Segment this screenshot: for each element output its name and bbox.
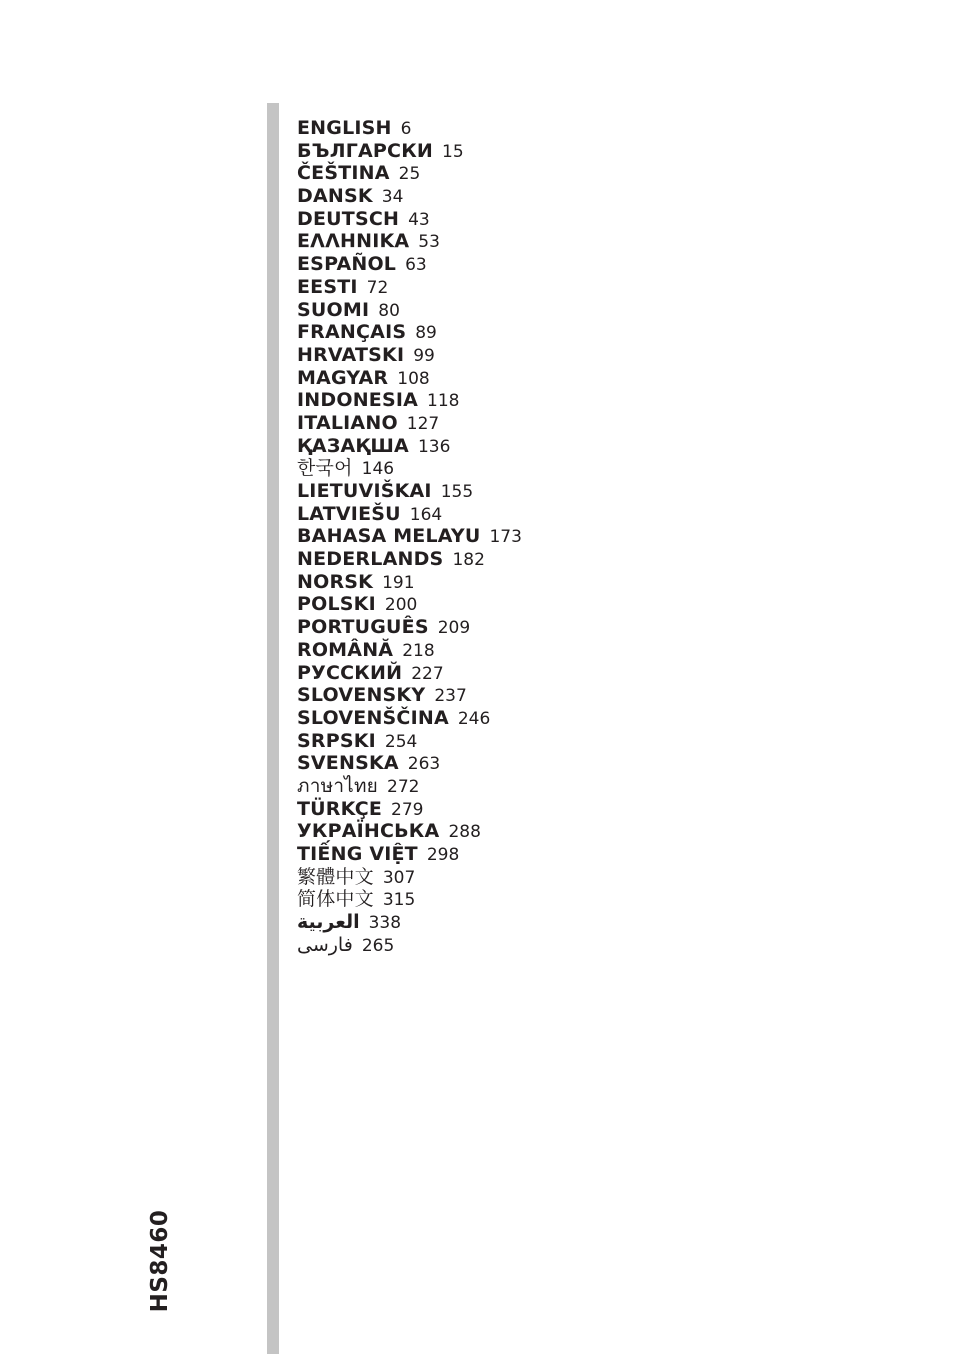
toc-language: SLOVENŠČINA (297, 706, 449, 729)
toc-entry (297, 480, 522, 503)
model-number: HS8460 (147, 1209, 173, 1313)
toc-entry (297, 730, 522, 753)
toc-page-number: 265 (361, 935, 395, 956)
toc-language: ΕΛΛΗΝΙΚΑ (297, 230, 410, 253)
toc-entry (297, 798, 522, 821)
toc-page-number: 43 (408, 209, 430, 230)
toc-entry (297, 752, 522, 775)
toc-language: DEUTSCH (297, 207, 400, 230)
toc-language: ภาษาไทย (297, 774, 378, 797)
toc-language: LATVIEŠU (297, 502, 401, 525)
toc-language: PORTUGUÊS (297, 616, 429, 639)
toc-language: ROMÂNĂ (297, 638, 394, 661)
spine-bar (267, 103, 279, 1354)
toc-entry (297, 140, 522, 163)
toc-entry (297, 276, 522, 299)
toc-page-number: 254 (384, 731, 418, 752)
toc-language: ESPAÑOL (297, 253, 397, 276)
toc-page-number: 80 (378, 300, 400, 321)
toc-language: NEDERLANDS (297, 548, 444, 571)
toc-entry (297, 684, 522, 707)
toc-language: العربية (297, 911, 360, 934)
toc-entry (297, 230, 522, 253)
toc-language: HRVATSKI (297, 343, 405, 366)
toc-language: 한국어 (297, 457, 353, 480)
toc-page-number: 279 (391, 799, 424, 820)
toc-language: БЪЛГАРСКИ (297, 139, 434, 162)
toc-page-number: 191 (382, 572, 415, 593)
toc-language: INDONESIA (297, 389, 419, 412)
toc-entry (297, 616, 522, 639)
toc-page-number: 6 (400, 119, 412, 139)
toc-page-number: 99 (413, 345, 435, 366)
toc-entry (297, 525, 522, 548)
toc-page-number: 263 (407, 754, 441, 775)
toc-page-number: 108 (397, 368, 430, 389)
toc-language: УКРАЇНСЬКА (297, 820, 440, 843)
toc-language: ENGLISH (297, 117, 392, 139)
toc-page-number: 53 (418, 232, 440, 253)
toc-page-number: 89 (415, 323, 437, 344)
toc-entry (297, 707, 522, 730)
toc-page-number: 173 (489, 527, 522, 548)
toc-language: LIETUVIŠKAI (297, 480, 432, 502)
toc-language: ČEŠTINA (297, 162, 390, 185)
toc-entry (297, 662, 522, 685)
toc-language: NORSK (297, 570, 374, 593)
toc-page-number: 218 (402, 640, 435, 661)
toc-entry (297, 593, 522, 616)
toc-language: ҚАЗАҚША (297, 434, 409, 457)
toc-page-number: 155 (440, 482, 474, 502)
toc-language: DANSK (297, 185, 373, 208)
toc-entry (297, 639, 522, 662)
toc-page-number: 164 (409, 504, 443, 525)
toc-language: FRANÇAIS (297, 321, 407, 344)
toc-page-number: 182 (452, 550, 485, 571)
toc-page-number: 338 (368, 913, 402, 934)
toc-page-number: 307 (382, 867, 416, 888)
toc-language: BAHASA MELAYU (297, 525, 481, 548)
toc-entry (297, 253, 522, 276)
toc-page-number: 15 (442, 141, 464, 162)
toc-page-number: 63 (405, 255, 427, 276)
toc-page-number: 315 (382, 890, 416, 911)
toc-page-number: 288 (448, 822, 481, 843)
toc-entry (297, 435, 522, 458)
toc-page-number: 127 (406, 413, 440, 434)
toc-language: EESTI (297, 275, 358, 298)
toc-language: SRPSKI (297, 729, 376, 752)
toc-language: فارسی (297, 933, 353, 956)
toc-page-number: 246 (457, 708, 491, 729)
toc-entry (297, 571, 522, 594)
toc-page-number: 200 (384, 595, 418, 616)
toc-page-number: 72 (366, 277, 389, 298)
toc-entry (297, 548, 522, 571)
toc-language: MAGYAR (297, 366, 389, 389)
toc-page-number: 272 (387, 776, 420, 797)
toc-language: 简体中文 (297, 888, 374, 911)
toc-entry (297, 934, 522, 957)
language-index (297, 117, 522, 956)
toc-page-number: 209 (437, 618, 471, 639)
toc-entry (297, 503, 522, 526)
toc-entry (297, 162, 522, 185)
toc-page-number: 227 (411, 663, 444, 684)
toc-entry (297, 775, 522, 798)
toc-entry (297, 299, 522, 322)
toc-entry (297, 820, 522, 843)
toc-entry (297, 117, 522, 140)
toc-page-number: 237 (434, 686, 467, 707)
toc-page-number: 298 (426, 845, 460, 865)
toc-entry (297, 208, 522, 231)
toc-language: ITALIANO (297, 411, 398, 434)
toc-language: SVENSKA (297, 752, 399, 775)
toc-language: POLSKI (297, 593, 376, 616)
toc-page-number: 146 (361, 459, 395, 480)
toc-language: TÜRKÇE (297, 797, 383, 820)
toc-language: TIẾNG VIỆT (297, 843, 418, 865)
toc-entry (297, 389, 522, 412)
toc-entry (297, 911, 522, 934)
toc-language: РУССКИЙ (297, 661, 403, 684)
toc-language: 繁體中文 (297, 865, 374, 888)
toc-entry (297, 866, 522, 889)
toc-page-number: 136 (417, 436, 451, 457)
toc-page-number: 34 (381, 187, 404, 208)
toc-page-number: 118 (427, 391, 460, 412)
toc-entry (297, 367, 522, 390)
toc-entry (297, 888, 522, 911)
toc-language: SUOMI (297, 298, 370, 321)
toc-entry (297, 344, 522, 367)
toc-entry (297, 185, 522, 208)
toc-entry (297, 457, 522, 480)
toc-language: SLOVENSKY (297, 684, 426, 707)
toc-entry (297, 321, 522, 344)
toc-entry (297, 843, 522, 866)
toc-page-number: 25 (398, 164, 421, 185)
toc-entry (297, 412, 522, 435)
